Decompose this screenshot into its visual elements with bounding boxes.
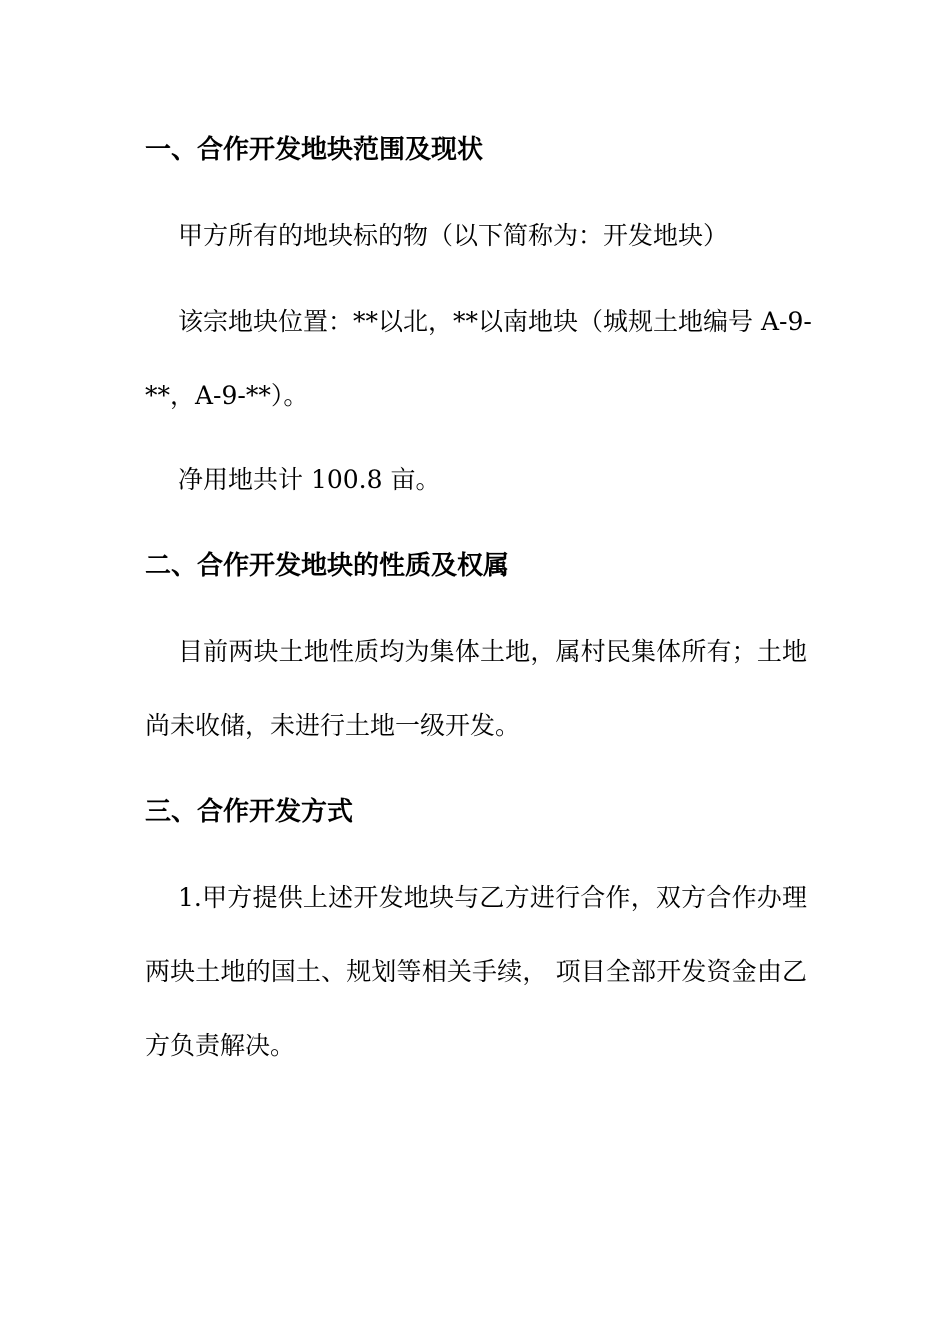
paragraph-land-nature-line-2: 尚未收储，未进行土地一级开发。 (145, 711, 521, 740)
paragraph-cooperation-method-line-2: 两块土地的国土、规划等相关手续， 项目全部开发资金由乙 (145, 957, 807, 986)
paragraph-net-land-area: 净用地共计 100.8 亩。 (178, 465, 441, 494)
section-heading-2: 二、合作开发地块的性质及权属 (145, 551, 510, 581)
paragraph-plot-location-line-2: **，A-9-**）。 (145, 381, 309, 410)
paragraph-land-nature-line-1: 目前两块土地性质均为集体土地，属村民集体所有；土地 (178, 637, 807, 666)
section-heading-3: 三、合作开发方式 (145, 797, 354, 827)
paragraph-cooperation-method-line-1: 1.甲方提供上述开发地块与乙方进行合作，双方合作办理 (178, 883, 807, 912)
paragraph-plot-location-line-1: 该宗地块位置：**以北，**以南地块（城规土地编号 A-9- (178, 307, 812, 336)
paragraph-plot-description: 甲方所有的地块标的物（以下简称为：开发地块） (178, 221, 729, 250)
paragraph-cooperation-method-line-3: 方负责解决。 (145, 1031, 296, 1060)
section-heading-1: 一、合作开发地块范围及现状 (145, 135, 484, 165)
